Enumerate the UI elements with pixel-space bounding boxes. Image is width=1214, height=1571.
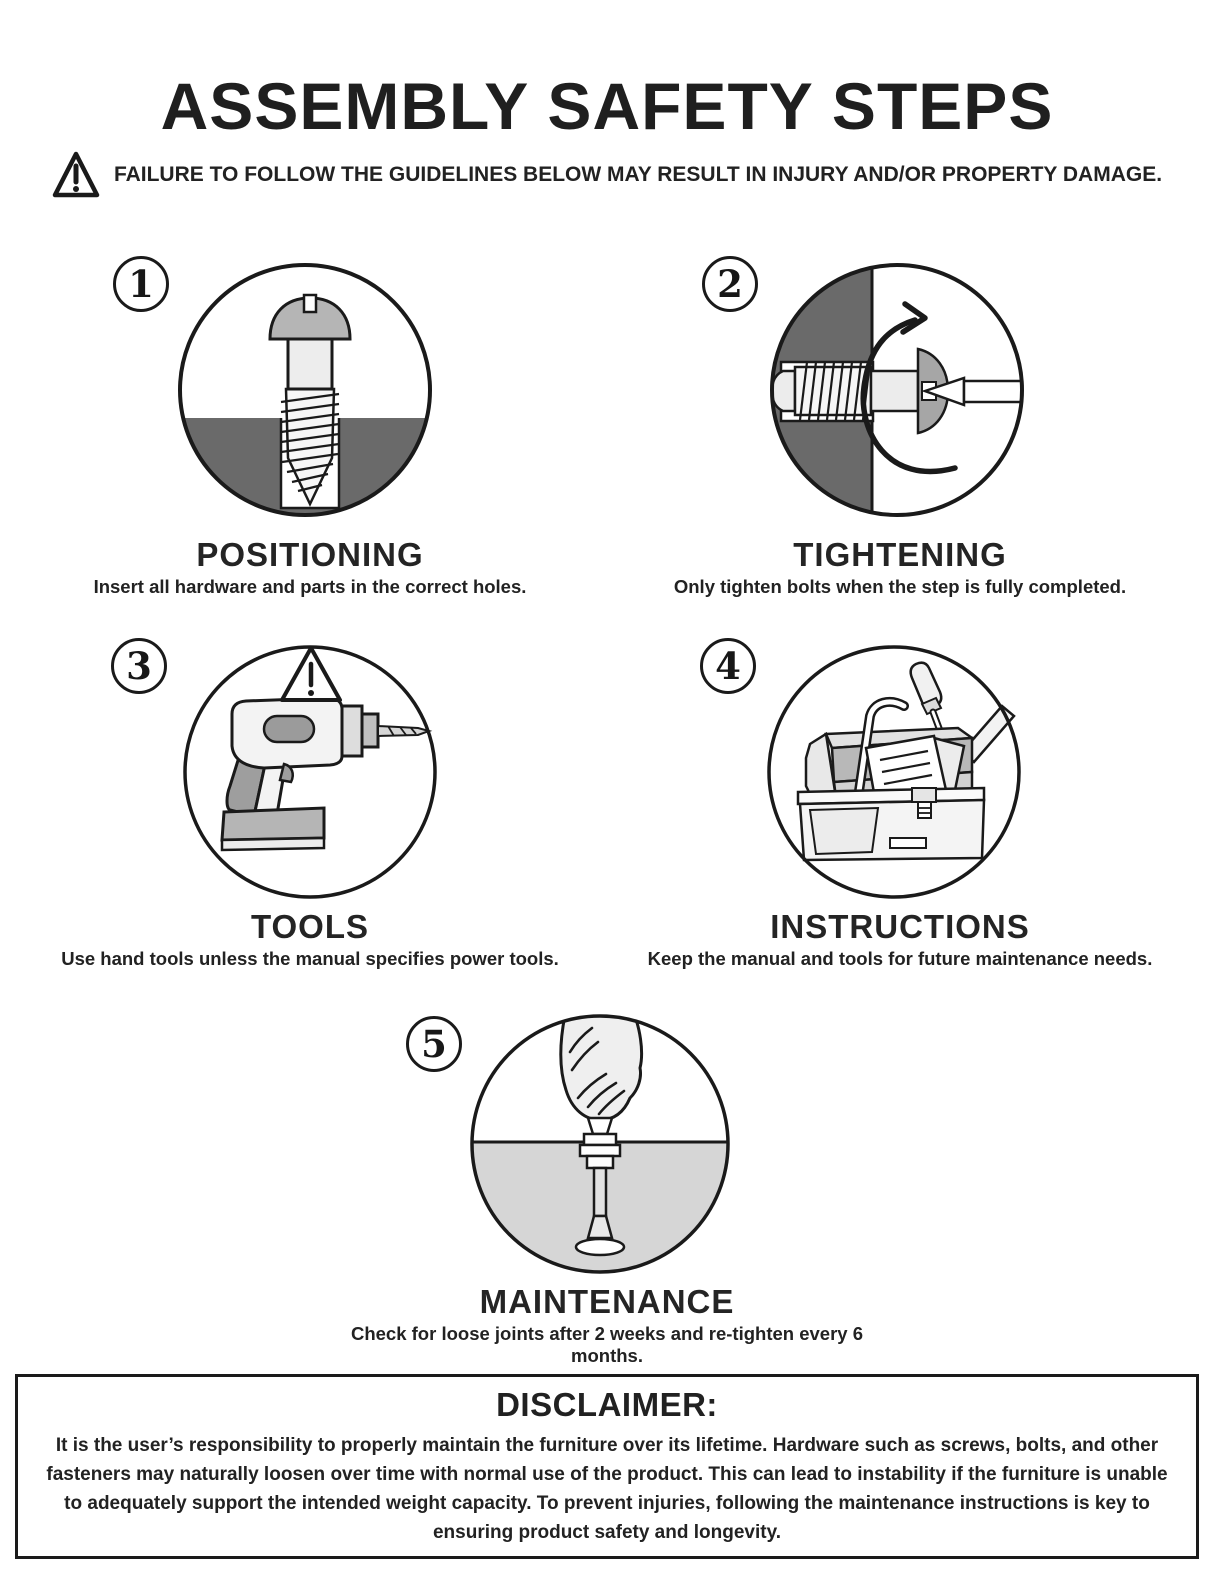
step-number-badge	[113, 256, 169, 312]
step-number-badge	[111, 638, 167, 694]
step-instructions	[647, 632, 1153, 992]
step-number: 3	[126, 643, 152, 688]
step-number: 5	[421, 1021, 447, 1066]
power-drill-warning-icon	[178, 640, 442, 904]
toolbox-manual-icon	[762, 640, 1026, 904]
step-maintenance	[350, 1008, 863, 1368]
step-title: TOOLS	[250, 908, 370, 945]
step-title: TIGHTENING	[793, 536, 1007, 573]
step-number: 2	[717, 261, 743, 306]
step-title: MAINTENANCE	[479, 1283, 735, 1320]
step-description: Use hand tools unless the manual specifies power tools.	[61, 948, 559, 969]
step-description: Only tighten bolts when the step is fully completed.	[673, 576, 1127, 597]
step-number-badge	[406, 1016, 462, 1072]
step-number-badge	[702, 256, 758, 312]
disclaimer-box	[15, 1374, 1199, 1559]
step-number: 1	[128, 261, 154, 306]
bolt-screwdriver-turn-icon	[765, 258, 1029, 522]
step-positioning	[60, 250, 560, 610]
step-tools	[60, 632, 560, 992]
disclaimer-title: DISCLAIMER:	[496, 1386, 718, 1423]
step-title: POSITIONING	[196, 536, 424, 573]
disclaimer-body: It is the user’s responsibility to properly maintain the furniture over its lifetime. Hardware such as screws, bolts, and other fasteners may naturally loosen over time with normal use of the product. This can lead to instability if the furniture is unable to adequately support the intended weight capacity. To prevent injuries, following the maintenance instructions is key to ensuring product safety and longevity.	[46, 1435, 1168, 1543]
warning-text: FAILURE TO FOLLOW THE GUIDELINES BELOW MAY RESULT IN INJURY AND/OR PROPERTY DAMAGE.	[113, 163, 1163, 186]
hand-tightening-screwdriver-icon	[466, 1010, 734, 1278]
step-title: INSTRUCTIONS	[770, 908, 1030, 945]
warning-banner	[0, 150, 1214, 200]
step-number: 4	[715, 643, 741, 688]
page-title: ASSEMBLY SAFETY STEPS	[160, 69, 1054, 143]
step-number-badge	[700, 638, 756, 694]
step-description: Keep the manual and tools for future maintenance needs.	[647, 948, 1153, 969]
warning-triangle-icon	[52, 150, 100, 200]
step-description: Insert all hardware and parts in the correct holes.	[93, 576, 527, 597]
step-tightening	[650, 250, 1150, 610]
step-description: Check for loose joints after 2 weeks and re-tighten every 6 months.	[350, 1323, 863, 1366]
screw-in-hole-icon	[173, 258, 437, 522]
